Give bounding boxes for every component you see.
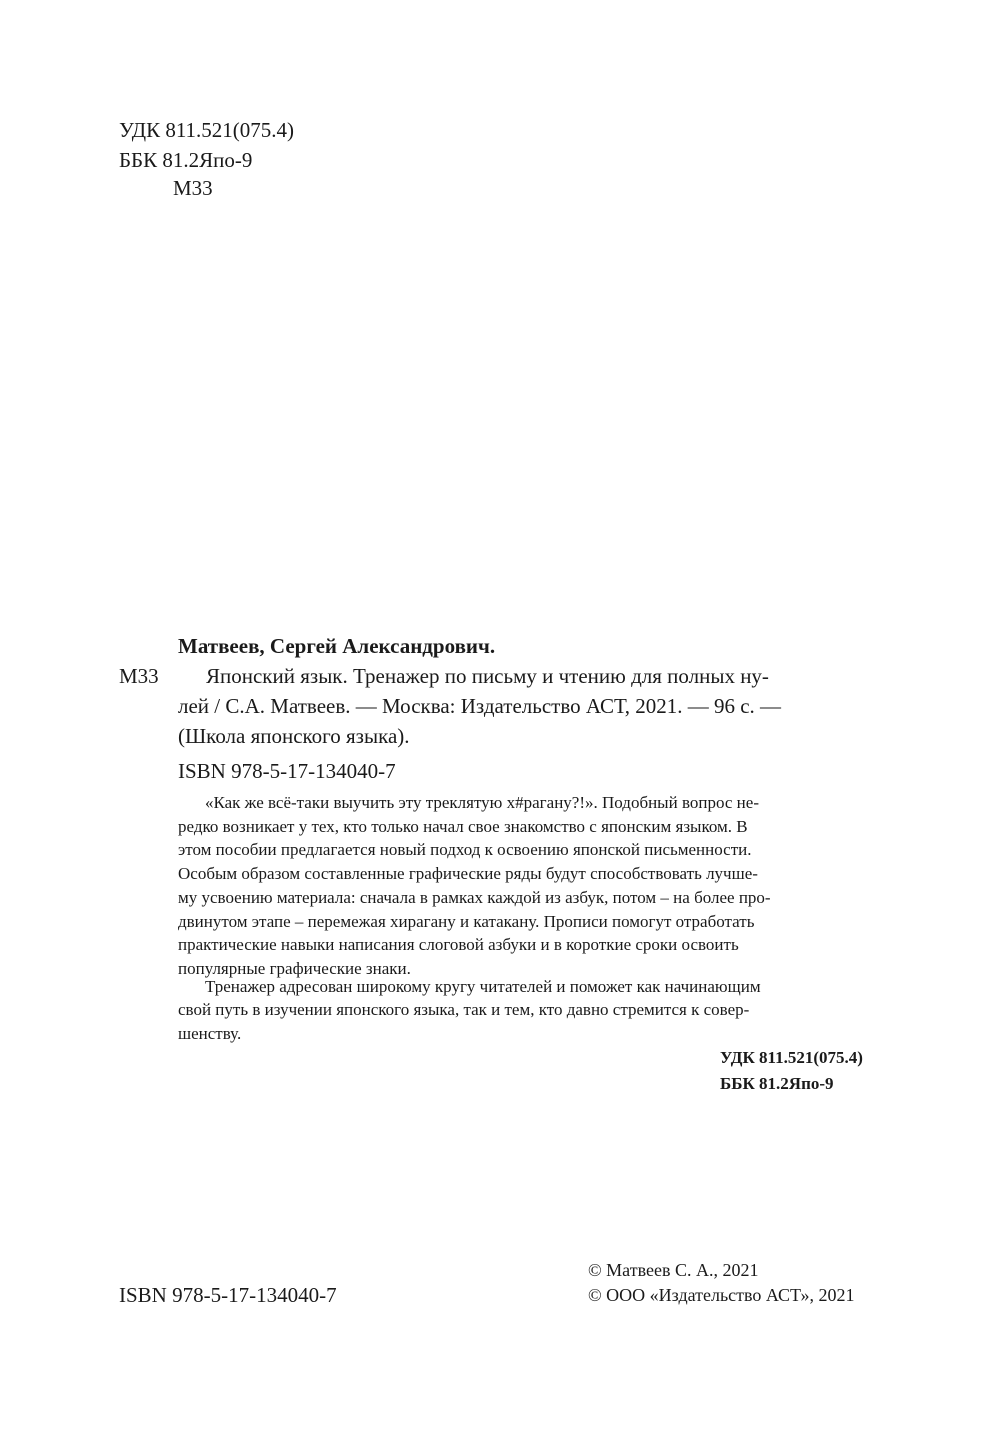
record-description-line-2: лей / С.А. Матвеев. — Москва: Издательство АСТ, 2021. — 96 с. — [178,694,782,718]
bottom-udk-code: УДК 811.521(075.4) [720,1048,863,1067]
author-mark: М33 [173,176,213,200]
bottom-bbk-code: ББК 81.2Япо-9 [720,1074,834,1093]
annotation-line: «Как же всё-таки выучить эту треклятую х#рагану?!». Подобный вопрос не- [205,793,759,812]
record-heading: Матвеев, Сергей Александрович. [178,634,496,658]
copyright-author: © Матвеев С. А., 2021 [588,1260,759,1280]
record-author-mark: М33 [119,664,159,688]
annotation-line: шенству. [178,1024,242,1043]
annotation-line: этом пособии предлагается новый подход к освоению японской письменности. [178,840,752,860]
annotation-line: свой путь в изучении японского языка, так и тем, кто давно стремится к совер- [178,1000,750,1020]
footer-isbn: ISBN 978-5-17-134040-7 [119,1283,337,1307]
annotation-line: практические навыки написания слоговой азбуки и в короткие сроки освоить [178,935,739,955]
annotation-line: популярные графические знаки. [178,958,411,978]
annotation-line: Тренажер адресован широкому кругу читателей и поможет как начинающим [205,976,761,996]
udk-code: УДК 811.521(075.4) [119,118,295,142]
bbk-code: ББК 81.2Япо-9 [119,148,253,172]
record-isbn: ISBN 978-5-17-134040-7 [178,759,396,783]
record-description-line-3: (Школа японского языка). [178,724,410,748]
record-description-line-1: Японский язык. Тренажер по письму и чтению для полных ну- [206,664,769,688]
annotation-line: двинутом этапе – перемежая хирагану и катакану. Прописи помогут отработать [178,911,755,931]
annotation-line: редко возникает у тех, кто только начал свое знакомство с японским языком. В [178,816,748,836]
annotation-line: Особым образом составленные графические ряды будут способствовать лучше- [178,864,758,884]
copyright-publisher: © ООО «Издательство АСТ», 2021 [588,1285,855,1305]
annotation-line: му усвоению материала: сначала в рамках каждой из азбук, потом – на более про- [178,887,771,907]
